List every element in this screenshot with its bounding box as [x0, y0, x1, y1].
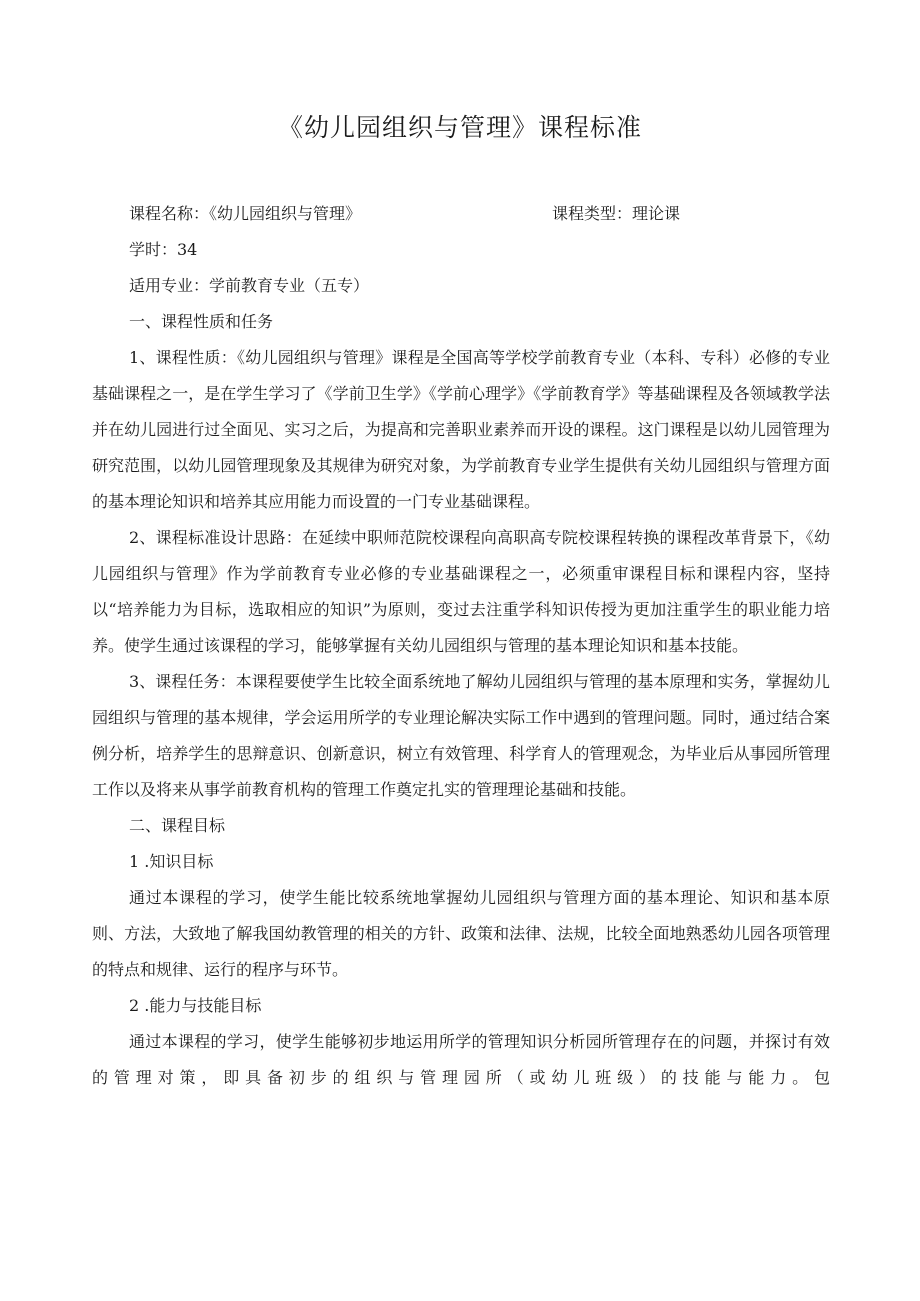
section-heading-1: 一、课程性质和任务 — [129, 312, 274, 331]
paragraph-knowledge-goal: 通过本课程的学习，使学生能比较系统地掌握幼儿园组织与管理方面的基本理论、知识和基本原则、方法，大致地了解我国幼教管理的相关的方针、政策和法律、法规，比较全面地熟悉幼儿园各项管理的特点和规律、运行的程序与环节。 — [92, 888, 830, 979]
course-type: 课程类型：理论课 — [552, 204, 681, 223]
course-meta-row — [92, 196, 830, 232]
course-hours: 学时：34 — [129, 240, 198, 259]
course-major: 适用专业：学前教育专业（五专） — [129, 276, 370, 295]
course-name: 课程名称：《幼儿园组织与管理》 — [129, 204, 362, 223]
subheading-skills: 2 .能力与技能目标 — [129, 996, 262, 1015]
document-body — [92, 196, 830, 1096]
paragraph-course-tasks: 3、课程任务：本课程要使学生比较全面系统地了解幼儿园组织与管理的基本原理和实务，掌握幼儿园组织与管理的基本规律，学会运用所学的专业理论解决实际工作中遇到的管理问题。同时，通过结合案例分析，培养学生的思辩意识、创新意识，树立有效管理、科学育人的管理观念，为毕业后从事园所管理工作以及将来从事学前教育机构的管理工作奠定扎实的管理理论基础和技能。 — [92, 672, 830, 799]
section-heading-2: 二、课程目标 — [129, 816, 226, 835]
paragraph-design-approach: 2、课程标准设计思路：在延续中职师范院校课程向高职高专院校课程转换的课程改革背景下，《幼儿园组织与管理》作为学前教育专业必修的专业基础课程之一，必须重审课程目标和课程内容，坚持以“培养能力为目标，选取相应的知识”为原则，变过去注重学科知识传授为更加注重学生的职业能力培养。使学生通过该课程的学习，能够掌握有关幼儿园组织与管理的基本理论知识和基本技能。 — [92, 528, 830, 655]
paragraph-course-nature: 1、课程性质：《幼儿园组织与管理》课程是全国高等学校学前教育专业（本科、专科）必修的专业基础课程之一，是在学生学习了《学前卫生学》《学前心理学》《学前教育学》等基础课程及各领域教学法并在幼儿园进行过全面见、实习之后，为提高和完善职业素养而开设的课程。这门课程是以幼儿园管理为研究范围，以幼儿园管理现象及其规律为研究对象，为学前教育专业学生提供有关幼儿园组织与管理方面的基本理论知识和培养其应用能力而设置的一门专业基础课程。 — [92, 348, 830, 511]
paragraph-skills-goal: 通过本课程的学习，使学生能够初步地运用所学的管理知识分析园所管理存在的问题，并探讨有效的管理对策，即具备初步的组织与管理园所（或幼儿班级）的技能与能力。包 — [92, 1032, 830, 1087]
subheading-knowledge: 1 .知识目标 — [129, 852, 214, 871]
document-title: 《幼儿园组织与管理》课程标准 — [277, 113, 642, 142]
